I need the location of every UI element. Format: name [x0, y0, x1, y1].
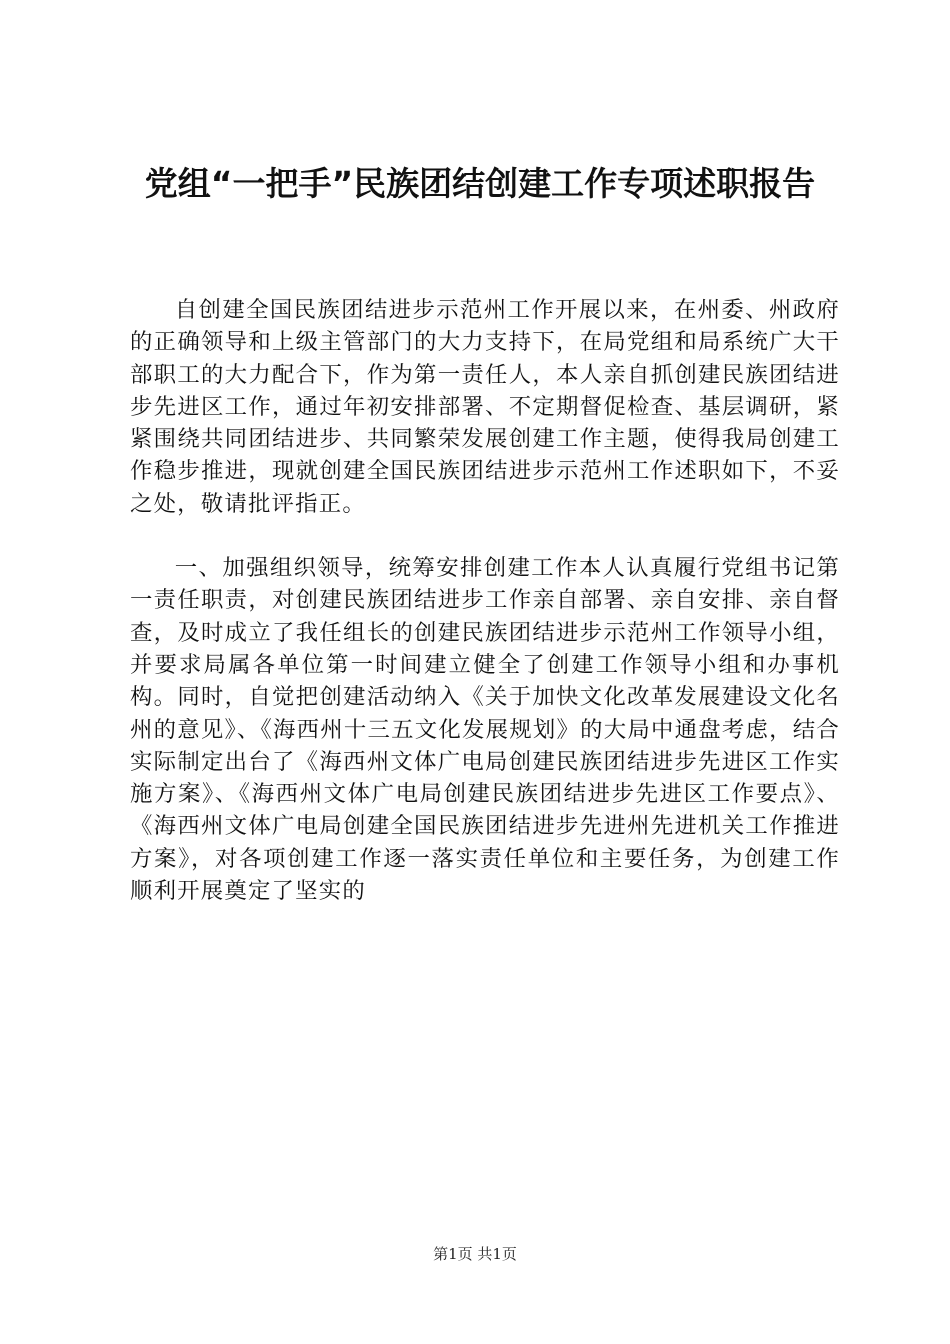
page-footer: 第1页 共1页 [433, 1245, 517, 1263]
paragraph-spacer [130, 520, 840, 552]
paragraph-section-one: 一、加强组织领导，统筹安排创建工作本人认真履行党组书记第一责任职责，对创建民族团结进步工作亲自部署、亲自安排、亲自督查，及时成立了我任组长的创建民族团结进步示范州工作领导小组，并要求局属各单位第一时间建立健全了创建工作领导小组和办事机构。同时，自觉把创建活动纳入《关于加快文化改革发展建设文化名州的意见》、《海西州十三五文化发展规划》的大局中通盘考虑，结合实际制定出台了《海西州文体广电局创建民族团结进步先进区工作实施方案》、《海西州文体广电局创建民族团结进步先进区工作要点》、《海西州文体广电局创建全国民族团结进步先进州先进机关工作推进方案》，对各项创建工作逐一落实责任单位和主要任务，为创建工作顺利开展奠定了坚实的 [130, 555, 840, 905]
document-body [130, 294, 840, 907]
paragraph-intro: 自创建全国民族团结进步示范州工作开展以来，在州委、州政府的正确领导和上级主管部门的大力支持下，在局党组和局系统广大干部职工的大力配合下，作为第一责任人，本人亲自抓创建民族团结进步先进区工作，通过年初安排部署、不定期督促检查、基层调研，紧紧围绕共同团结进步、共同繁荣发展创建工作主题，使得我局创建工作稳步推进，现就创建全国民族团结进步示范州工作述职如下，不妥之处，敬请批评指正。 [130, 297, 840, 517]
document-title: 党组“一把手”民族团结创建工作专项述职报告 [144, 164, 816, 203]
